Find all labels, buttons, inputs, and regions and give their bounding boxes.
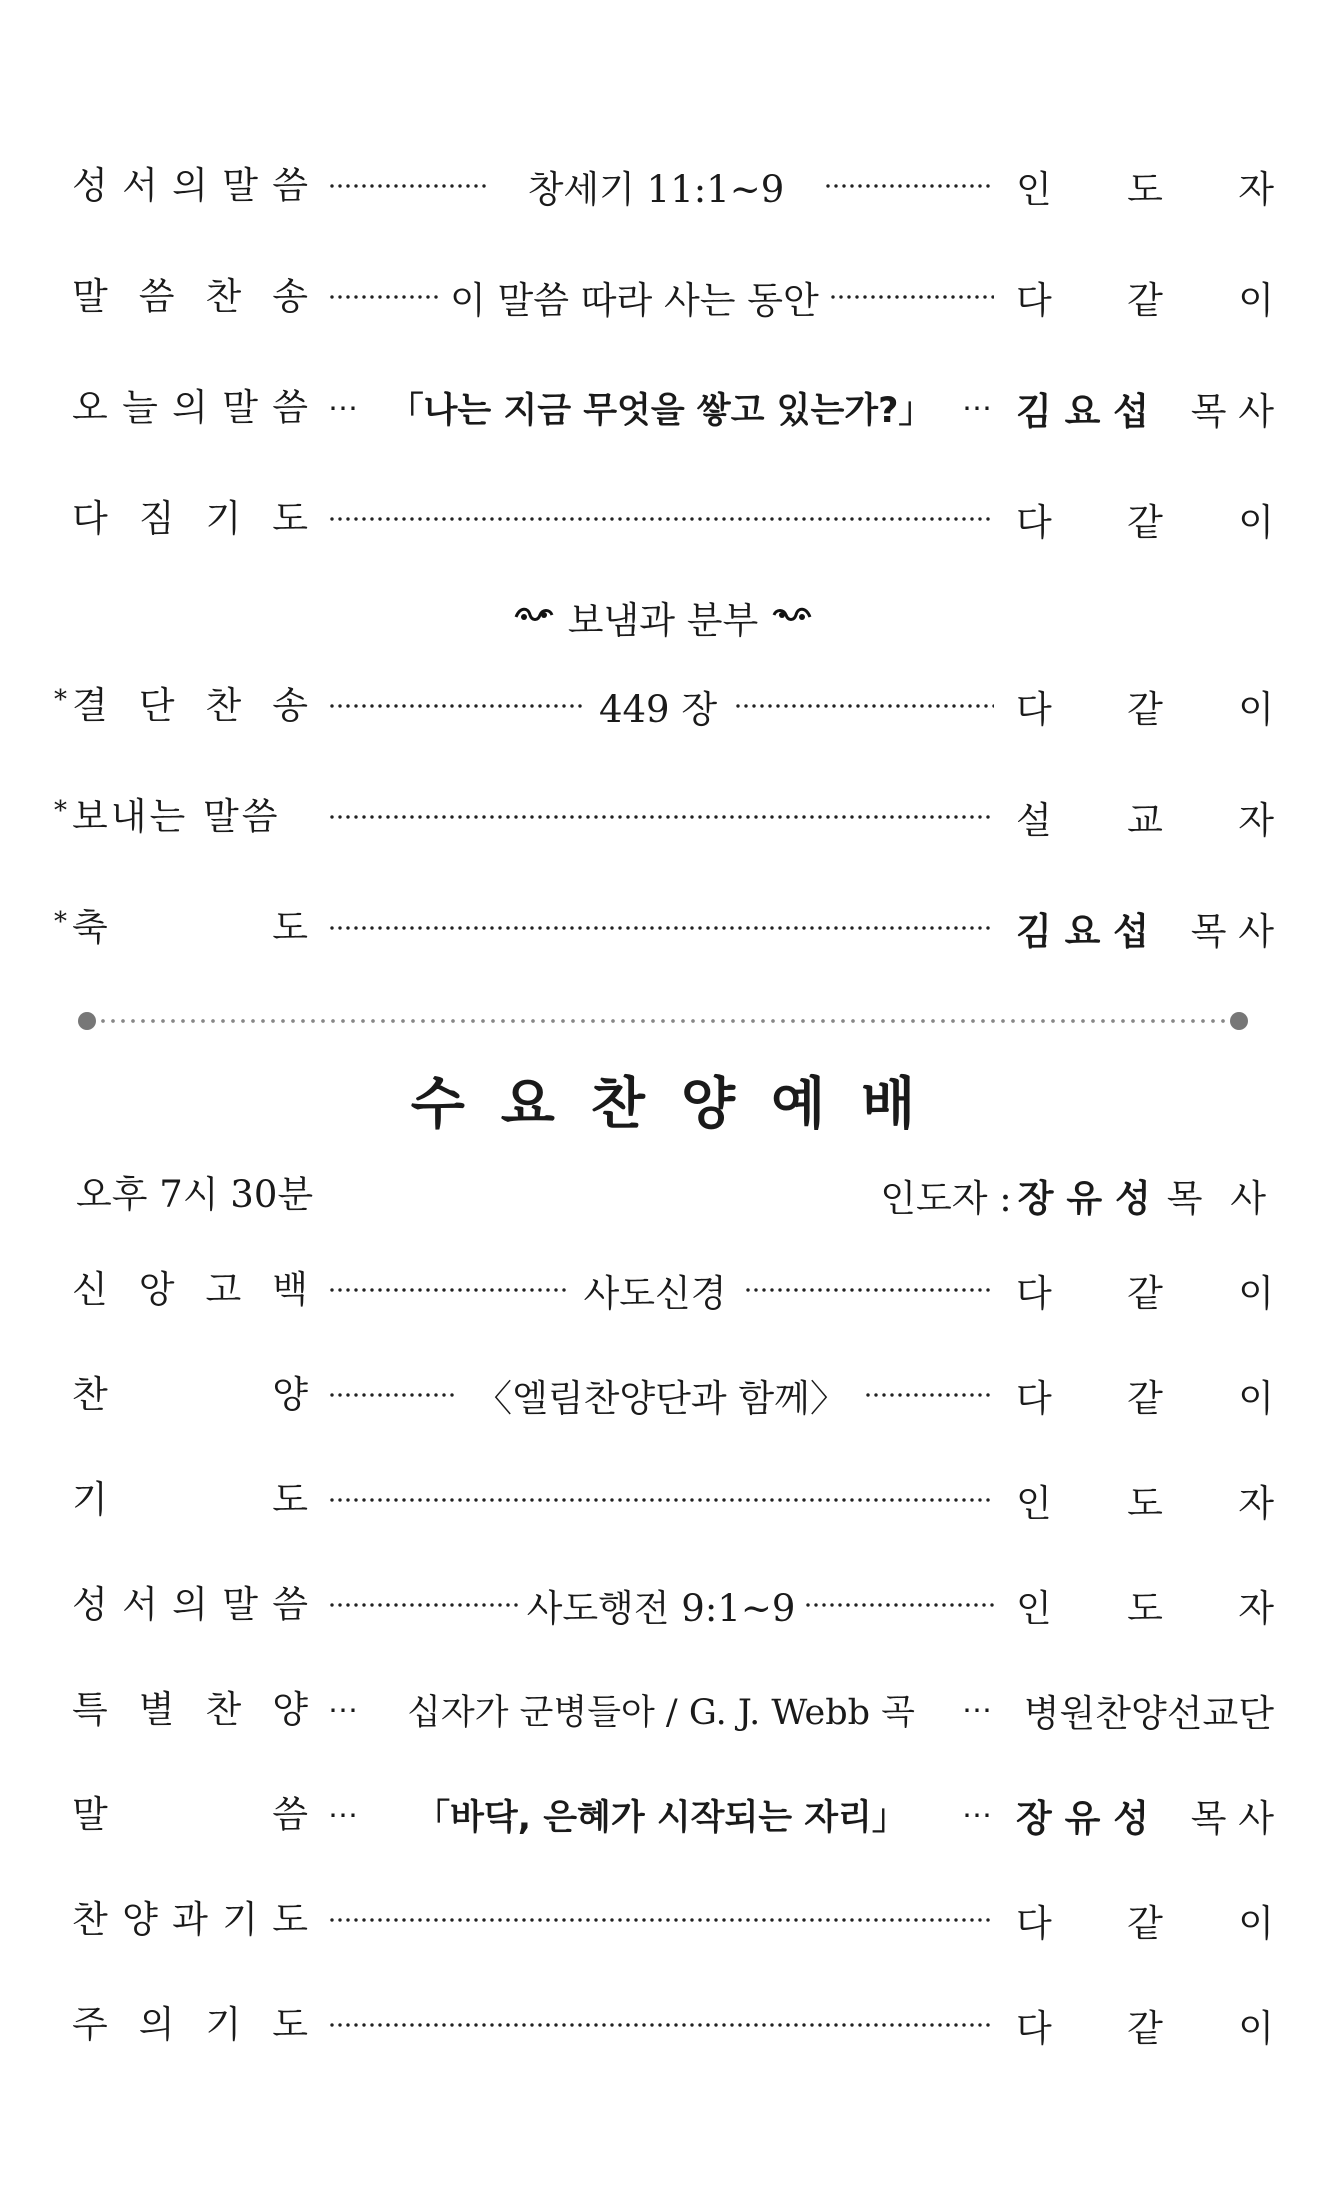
row-right — [1016, 368, 1274, 448]
row-right — [1016, 1880, 1274, 1960]
label-char: 기 — [205, 2003, 242, 2046]
order-row-creed — [0, 1250, 1326, 1330]
order-row-benediction — [0, 888, 1326, 968]
label-char: 찬 — [205, 1688, 242, 1731]
right-char: 다 — [1016, 688, 1052, 731]
section-divider — [78, 1010, 1248, 1032]
row-label — [72, 368, 308, 448]
flourish-svg — [514, 603, 554, 627]
order-row-prayer — [0, 1460, 1326, 1540]
mid-wrap — [572, 1263, 738, 1317]
right-char: 다 — [1016, 1377, 1052, 1420]
right-char: 자 — [1238, 799, 1274, 842]
sermon-title: 「나는 지금 무엇을 쌓고 있는가?」 — [388, 391, 934, 431]
label-char: 양 — [122, 1898, 158, 1941]
label-text: 보내는 말씀 — [72, 795, 281, 838]
label-char: 찬 — [205, 684, 242, 727]
label-char: 주 — [72, 2003, 108, 2046]
right-char: 자 — [1238, 1587, 1274, 1630]
label-char: 축 — [72, 906, 108, 949]
row-middle — [322, 368, 1000, 448]
row-label — [72, 1880, 308, 1960]
preacher-name: 김 요 섭 — [1016, 910, 1149, 953]
right-char: 같 — [1127, 1272, 1163, 1315]
ellipsis: ⋯ — [328, 1692, 360, 1728]
label-char: 양 — [272, 1373, 308, 1416]
scripture-reference: 사도행전 9:1~9 — [526, 1587, 796, 1630]
preacher-name: 김 요 섭 — [1016, 390, 1149, 433]
row-right — [1016, 1565, 1274, 1645]
label-char: 서 — [122, 1583, 158, 1626]
right-char: 다 — [1016, 279, 1052, 322]
row-right — [1016, 777, 1274, 857]
row-right — [1016, 479, 1274, 559]
heading-text: 보냄과 분부 — [567, 599, 759, 642]
row-label — [72, 257, 308, 337]
leader-dots — [328, 2023, 994, 2027]
order-row-sermon — [0, 368, 1326, 448]
leader-dots — [328, 704, 582, 708]
label-char: 찬 — [72, 1373, 108, 1416]
order-row-special-praise — [0, 1670, 1326, 1750]
right-char: 도 — [1127, 1482, 1163, 1525]
order-row-prayer — [0, 479, 1326, 559]
row-middle — [322, 1250, 1000, 1330]
flourish-right-icon — [772, 600, 812, 635]
leader-dots — [328, 1288, 566, 1292]
row-right — [1016, 1775, 1274, 1855]
right-char: 같 — [1127, 1902, 1163, 1945]
row-right — [1016, 1985, 1274, 2065]
asterisk: * — [54, 685, 67, 715]
label-char: 백 — [272, 1268, 308, 1311]
right-char: 자 — [1238, 1482, 1274, 1525]
label-char: 성 — [72, 1583, 108, 1626]
divider-dot-left — [78, 1012, 96, 1030]
right-char: 다 — [1016, 1272, 1052, 1315]
row-right — [1016, 1355, 1274, 1435]
right-char: 도 — [1127, 1587, 1163, 1630]
row-right — [1016, 666, 1274, 746]
ellipsis: ⋯ — [962, 1797, 994, 1833]
mid-wrap — [588, 679, 728, 733]
right-char: 자 — [1238, 168, 1274, 211]
row-right — [1016, 1250, 1274, 1330]
row-label — [72, 1565, 308, 1645]
special-song: 십자가 군병들아 / G. J. Webb 곡 — [407, 1693, 915, 1733]
preacher-title: 목 사 — [1190, 1797, 1274, 1840]
row-label — [72, 1250, 308, 1330]
row-middle — [322, 888, 1000, 968]
right-char: 이 — [1238, 1272, 1274, 1315]
right-char: 같 — [1127, 279, 1163, 322]
label-char: 말 — [72, 1793, 108, 1836]
order-row-sermon — [0, 1775, 1326, 1855]
row-middle — [322, 479, 1000, 559]
divider-dot-right — [1230, 1012, 1248, 1030]
right-char: 이 — [1238, 688, 1274, 731]
leader-dots — [804, 1603, 994, 1607]
row-label — [54, 666, 308, 746]
service-time: 오후 7시 30분 — [76, 1173, 314, 1216]
label-char: 특 — [72, 1688, 108, 1731]
right-char: 다 — [1016, 501, 1052, 544]
preacher-name: 장 유 성 — [1016, 1797, 1149, 1840]
leader-dots — [824, 184, 994, 188]
mid-wrap — [494, 159, 818, 213]
row-middle — [322, 777, 1000, 857]
divider-dotted-line — [98, 1019, 1228, 1023]
label-char: 도 — [272, 1898, 308, 1941]
mid-wrap — [366, 383, 956, 433]
right-char: 다 — [1016, 1902, 1052, 1945]
label-char: 성 — [72, 164, 108, 207]
praise-note: 〈엘림찬양단과 함께〉 — [475, 1377, 847, 1420]
label-char: 의 — [172, 164, 208, 207]
right-char: 인 — [1016, 1587, 1052, 1630]
right-char: 설 — [1016, 799, 1052, 842]
right-char: 같 — [1127, 501, 1163, 544]
hymn-number: 449 장 — [598, 688, 718, 731]
label-char: 송 — [272, 684, 308, 727]
label-char: 오 — [72, 386, 108, 429]
row-label — [72, 1355, 308, 1435]
label-char: 송 — [272, 275, 308, 318]
row-label — [72, 146, 308, 226]
row-middle — [322, 1880, 1000, 1960]
choir-name: 병원찬양선교단 — [1023, 1692, 1274, 1735]
row-label — [72, 1985, 308, 2065]
row-middle — [322, 1460, 1000, 1540]
leader-dots — [328, 1918, 994, 1922]
mid-wrap — [464, 1368, 858, 1422]
leader-dots — [734, 704, 994, 708]
label-char: 찬 — [205, 275, 242, 318]
leader-dots — [328, 295, 440, 299]
hymn-title: 이 말씀 따라 사는 동안 — [450, 279, 819, 322]
right-char: 이 — [1238, 501, 1274, 544]
order-row-decision-hymn — [0, 666, 1326, 746]
row-label — [72, 1670, 308, 1750]
label-char: 말 — [222, 164, 258, 207]
sermon-title: 「바닥, 은혜가 시작되는 자리」 — [415, 1798, 907, 1838]
row-label — [72, 1460, 308, 1540]
label-char: 씀 — [272, 1583, 308, 1626]
flourish-left-icon — [514, 600, 554, 635]
row-right — [1016, 146, 1274, 226]
row-label — [54, 777, 308, 857]
order-row-sending-word — [0, 777, 1326, 857]
asterisk: * — [54, 907, 67, 937]
right-char: 도 — [1127, 168, 1163, 211]
label-char: 씀 — [272, 164, 308, 207]
mid-wrap — [366, 1790, 956, 1840]
right-char: 이 — [1238, 1377, 1274, 1420]
row-label — [72, 479, 308, 559]
service-leader — [880, 1155, 1274, 1235]
right-char: 같 — [1127, 1377, 1163, 1420]
right-char: 같 — [1127, 688, 1163, 731]
right-char: 이 — [1238, 1902, 1274, 1945]
asterisk: * — [54, 796, 67, 826]
ellipsis: ⋯ — [328, 390, 360, 426]
service-title: 수요찬양예배 — [410, 1072, 952, 1137]
row-right — [1016, 257, 1274, 337]
label-char: 의 — [172, 1583, 208, 1626]
label-char: 의 — [138, 2003, 175, 2046]
leader-dots — [864, 1393, 994, 1397]
row-middle — [322, 1670, 1000, 1750]
leader-dots — [328, 517, 994, 521]
label-char: 씀 — [272, 386, 308, 429]
label-char: 고 — [205, 1268, 242, 1311]
label-char: 서 — [122, 164, 158, 207]
label-char: 말 — [222, 1583, 258, 1626]
flourish-svg — [772, 603, 812, 627]
ellipsis: ⋯ — [328, 1797, 360, 1833]
ellipsis: ⋯ — [962, 390, 994, 426]
label-char: 의 — [172, 386, 208, 429]
row-right — [1016, 888, 1274, 968]
row-middle — [322, 666, 1000, 746]
leader-dots — [328, 815, 994, 819]
right-char: 같 — [1127, 2007, 1163, 2050]
right-char: 이 — [1238, 279, 1274, 322]
label-char: 양 — [272, 1688, 308, 1731]
row-label — [72, 1775, 308, 1855]
right-char: 교 — [1127, 799, 1163, 842]
label-char: 앙 — [138, 1268, 175, 1311]
preacher-title: 목 사 — [1190, 390, 1274, 433]
creed-name: 사도신경 — [583, 1272, 727, 1315]
leader-dots — [328, 1498, 994, 1502]
order-row-praise — [0, 1355, 1326, 1435]
label-char: 말 — [222, 386, 258, 429]
row-middle — [322, 1565, 1000, 1645]
right-char: 인 — [1016, 1482, 1052, 1525]
row-middle — [322, 1355, 1000, 1435]
ellipsis: ⋯ — [962, 1692, 994, 1728]
label-char: 씀 — [138, 275, 175, 318]
leader-title: 목 사 — [1166, 1177, 1274, 1220]
label-char: 짐 — [138, 497, 175, 540]
mid-wrap — [366, 1685, 956, 1735]
label-char: 도 — [272, 2003, 308, 2046]
label-char: 기 — [222, 1898, 258, 1941]
label-char: 도 — [272, 906, 308, 949]
label-char: 신 — [72, 1268, 108, 1311]
preacher-title: 목 사 — [1190, 910, 1274, 953]
row-label — [54, 888, 308, 968]
label-char: 단 — [138, 684, 175, 727]
leader-label: 인도자 : — [880, 1177, 1012, 1220]
mid-wrap — [524, 1578, 798, 1632]
leader-name: 장 유 성 — [1017, 1177, 1151, 1220]
leader-dots — [328, 1603, 518, 1607]
order-row-praise-prayer — [0, 1880, 1326, 1960]
label-char: 과 — [172, 1898, 208, 1941]
label-char: 늘 — [122, 386, 158, 429]
label-char: 찬 — [72, 1898, 108, 1941]
label-char: 별 — [138, 1688, 175, 1731]
row-middle — [322, 1985, 1000, 2065]
leader-dots — [328, 1393, 458, 1397]
label-char: 기 — [72, 1478, 108, 1521]
leader-dots — [829, 295, 994, 299]
row-right — [1016, 1670, 1274, 1750]
label-char: 다 — [72, 497, 108, 540]
label-char: 기 — [205, 497, 242, 540]
label-char: 말 — [72, 275, 108, 318]
row-middle — [322, 146, 1000, 226]
right-char: 다 — [1016, 2007, 1052, 2050]
leader-dots — [744, 1288, 994, 1292]
section-heading — [0, 577, 1326, 657]
order-row-scripture — [0, 1565, 1326, 1645]
right-char: 이 — [1238, 2007, 1274, 2050]
row-right — [1016, 1460, 1274, 1540]
label-char: 도 — [272, 497, 308, 540]
row-middle — [322, 1775, 1000, 1855]
order-row-lords-prayer — [0, 1985, 1326, 2065]
order-row-hymn — [0, 257, 1326, 337]
scripture-reference: 창세기 11:1~9 — [527, 168, 785, 211]
leader-dots — [328, 926, 994, 930]
right-char: 인 — [1016, 168, 1052, 211]
label-char: 도 — [272, 1478, 308, 1521]
service-info-row — [0, 1155, 1326, 1235]
leader-dots — [328, 184, 488, 188]
label-char: 결 — [72, 684, 108, 727]
row-middle — [322, 257, 1000, 337]
order-row-scripture — [0, 146, 1326, 226]
label-char: 씀 — [272, 1793, 308, 1836]
